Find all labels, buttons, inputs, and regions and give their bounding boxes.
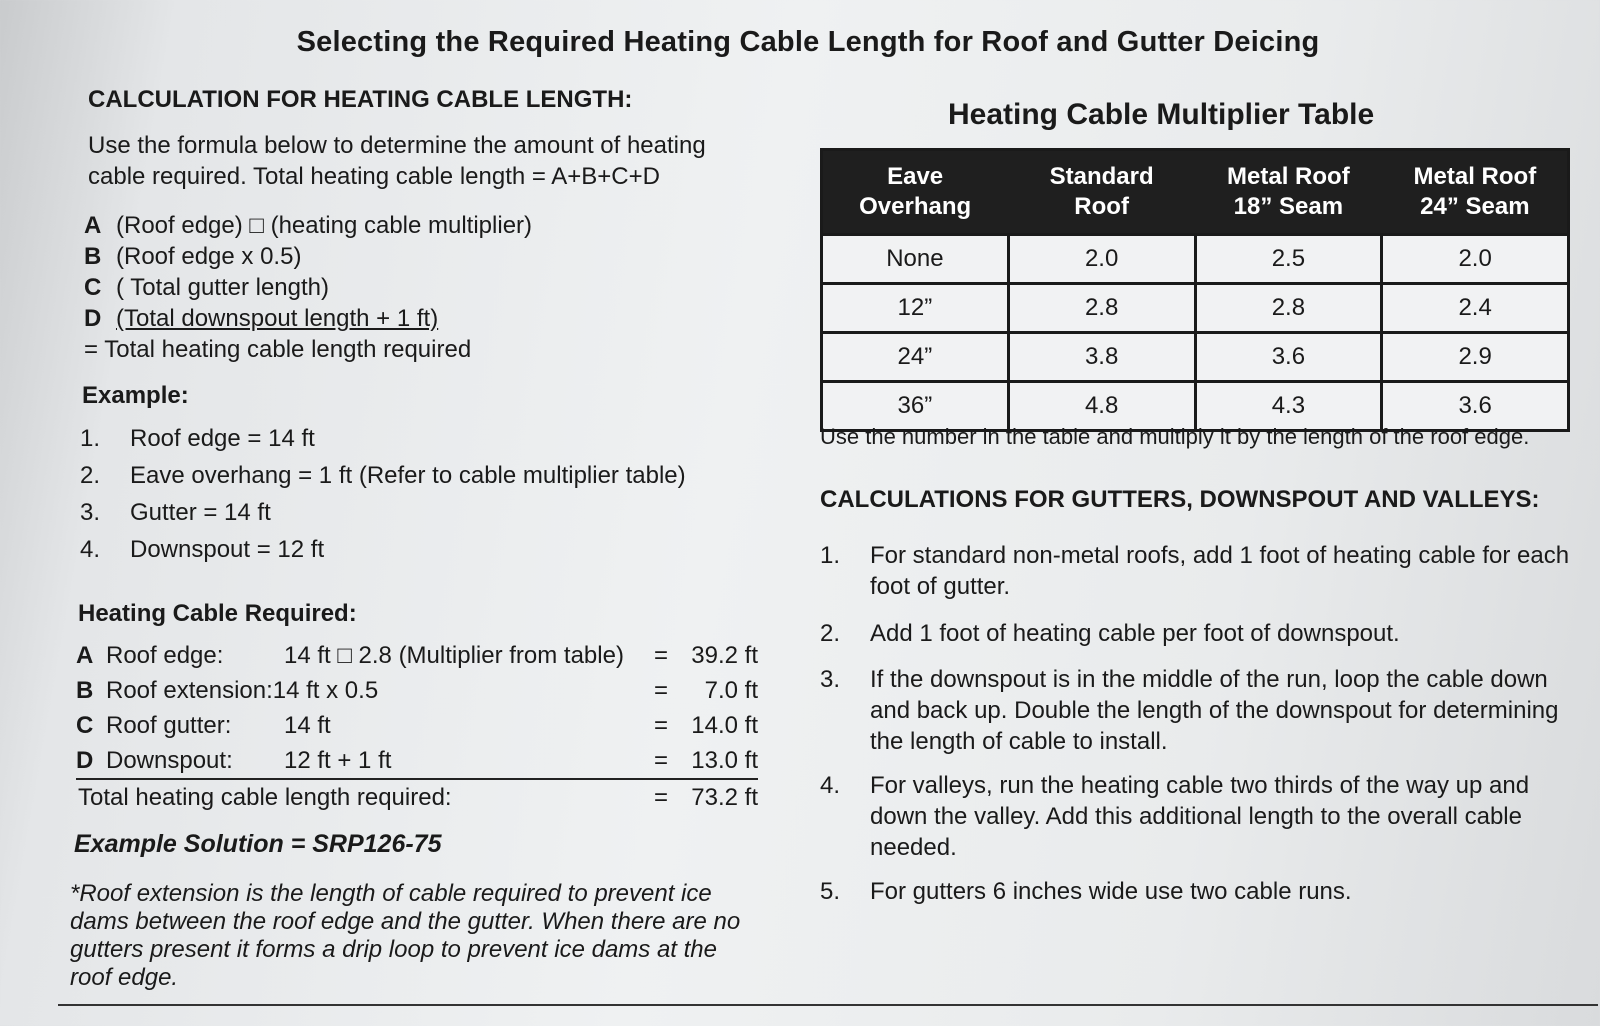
required-row-a xyxy=(76,638,758,673)
table-cell: 2.9 xyxy=(1382,333,1569,382)
roof-extension-note: *Roof extension is the length of cable required to prevent ice dams between the roof edge and the gutter. When there are no gutters present it forms a drip loop to prevent ice dams at the roof edge. xyxy=(70,880,741,991)
row-key: C xyxy=(76,712,94,739)
table-header-row xyxy=(822,150,1569,235)
required-row-b xyxy=(76,673,758,708)
required-row-d xyxy=(76,743,758,780)
row-label: Roof extension:14 ft x 0.5 xyxy=(106,677,379,704)
required-total-row xyxy=(76,780,758,815)
example-list xyxy=(80,420,686,568)
row-label: Roof gutter: xyxy=(106,712,232,739)
formula-key: C xyxy=(84,274,102,301)
formula-key: A xyxy=(84,212,102,239)
list-item xyxy=(80,420,686,457)
item-number: 2. xyxy=(80,462,101,489)
column-header-eave: Eave Overhang xyxy=(822,150,1009,235)
table-cell: 3.6 xyxy=(1382,382,1569,431)
item-number: 4. xyxy=(820,772,841,799)
table-cell: 3.8 xyxy=(1008,333,1195,382)
item-text: For gutters 6 inches wide use two cable runs. xyxy=(870,878,1352,905)
row-result: 13.0 ft xyxy=(691,747,758,774)
formula-total: = Total heating cable length required xyxy=(84,336,472,363)
item-number: 2. xyxy=(820,620,841,647)
item-text: Gutter = 14 ft xyxy=(130,499,271,526)
item-text: Eave overhang = 1 ft (Refer to cable multiplier table) xyxy=(130,462,686,489)
required-heading: Heating Cable Required: xyxy=(78,600,357,627)
column-header-metal-18: Metal Roof 18” Seam xyxy=(1195,150,1382,235)
column-header-metal-24: Metal Roof 24” Seam xyxy=(1382,150,1569,235)
formula-key: B xyxy=(84,243,102,270)
required-table xyxy=(76,638,758,815)
multiplier-table xyxy=(820,148,1570,432)
item-text: Roof edge = 14 ft xyxy=(130,425,315,452)
table-row xyxy=(822,235,1569,284)
table-cell: 4.3 xyxy=(1195,382,1382,431)
list-item xyxy=(80,494,686,531)
page-title: Selecting the Required Heating Cable Length for Roof and Gutter Deicing xyxy=(296,26,1320,58)
table-cell: 24” xyxy=(822,333,1009,382)
table-cell: 2.4 xyxy=(1382,284,1569,333)
example-heading: Example: xyxy=(82,382,189,409)
list-item xyxy=(80,531,686,568)
table-cell: 3.6 xyxy=(1195,333,1382,382)
item-number: 3. xyxy=(820,666,841,693)
row-key: A xyxy=(76,642,94,669)
formula-row-c xyxy=(84,272,532,303)
row-label: Downspout: xyxy=(106,747,233,774)
formula-text: (Roof edge) □ (heating cable multiplier) xyxy=(116,212,533,239)
calc-heading: CALCULATION FOR HEATING CABLE LENGTH: xyxy=(88,86,633,113)
row-calc: 14 ft □ 2.8 (Multiplier from table) xyxy=(284,642,624,669)
list-item xyxy=(820,770,1590,876)
table-note: Use the number in the table and multiply it by the length of the roof edge. xyxy=(820,424,1530,449)
table-cell: None xyxy=(822,235,1009,284)
row-label: Roof edge: xyxy=(106,642,224,669)
row-result: 7.0 ft xyxy=(704,677,758,704)
row-result: 39.2 ft xyxy=(691,642,758,669)
table-cell: 12” xyxy=(822,284,1009,333)
formula-row-a xyxy=(84,210,532,241)
list-item xyxy=(820,540,1590,618)
row-result: 14.0 ft xyxy=(691,712,758,739)
formula-key: D xyxy=(84,305,102,332)
table-cell: 4.8 xyxy=(1008,382,1195,431)
table-cell: 2.5 xyxy=(1195,235,1382,284)
formula-text: (Roof edge x 0.5) xyxy=(116,243,302,270)
item-text: Downspout = 12 ft xyxy=(130,536,325,563)
example-solution: Example Solution = SRP126-75 xyxy=(74,830,442,858)
formula-row-b xyxy=(84,241,532,272)
table-cell: 2.0 xyxy=(1382,235,1569,284)
table-row xyxy=(822,333,1569,382)
item-number: 4. xyxy=(80,536,101,563)
list-item xyxy=(820,618,1590,664)
total-result: 73.2 ft xyxy=(691,784,758,811)
formula-text: ( Total gutter length) xyxy=(116,274,330,301)
gutters-heading: CALCULATIONS FOR GUTTERS, DOWNSPOUT AND VALLEYS: xyxy=(820,486,1540,513)
table-cell: 2.8 xyxy=(1008,284,1195,333)
item-text: For valleys, run the heating cable two thirds of the way up and down the valley. Add this additional length to the overall cable needed. xyxy=(870,772,1530,861)
row-key: B xyxy=(76,677,94,704)
column-header-standard: Standard Roof xyxy=(1008,150,1195,235)
calc-intro: Use the formula below to determine the amount of heating cable required. Total heating cable length = A+B+C+D xyxy=(88,132,706,190)
row-equals: = xyxy=(654,747,669,774)
gutters-list xyxy=(820,540,1590,916)
formula-text: (Total downspout length + 1 ft) xyxy=(116,305,439,332)
item-text: If the downspout is in the middle of the run, loop the cable down and back up. Double the length of the downspout for determining the length of cable to install. xyxy=(870,666,1559,755)
table-cell: 36” xyxy=(822,382,1009,431)
row-equals: = xyxy=(654,642,669,669)
list-item xyxy=(820,664,1590,770)
row-calc: 12 ft + 1 ft xyxy=(284,747,392,774)
total-equals: = xyxy=(654,784,669,811)
list-item xyxy=(820,876,1590,916)
formula-row-d xyxy=(84,303,532,334)
list-item xyxy=(80,457,686,494)
item-number: 1. xyxy=(80,425,101,452)
row-calc: 14 ft xyxy=(284,712,331,739)
table-cell: 2.8 xyxy=(1195,284,1382,333)
formula-list xyxy=(84,210,532,365)
multiplier-table-title: Heating Cable Multiplier Table xyxy=(948,98,1375,131)
item-number: 1. xyxy=(820,542,841,569)
item-number: 3. xyxy=(80,499,101,526)
row-equals: = xyxy=(654,712,669,739)
total-label: Total heating cable length required: xyxy=(78,784,452,811)
item-text: Add 1 foot of heating cable per foot of downspout. xyxy=(870,620,1400,647)
table-cell: 2.0 xyxy=(1008,235,1195,284)
table-row xyxy=(822,284,1569,333)
document-page xyxy=(8,0,1598,1026)
item-text: For standard non-metal roofs, add 1 foot of heating cable for each foot of gutter. xyxy=(870,542,1570,600)
item-number: 5. xyxy=(820,878,841,905)
required-row-c xyxy=(76,708,758,743)
bottom-divider xyxy=(58,1004,1598,1006)
row-equals: = xyxy=(654,677,669,704)
row-key: D xyxy=(76,747,94,774)
